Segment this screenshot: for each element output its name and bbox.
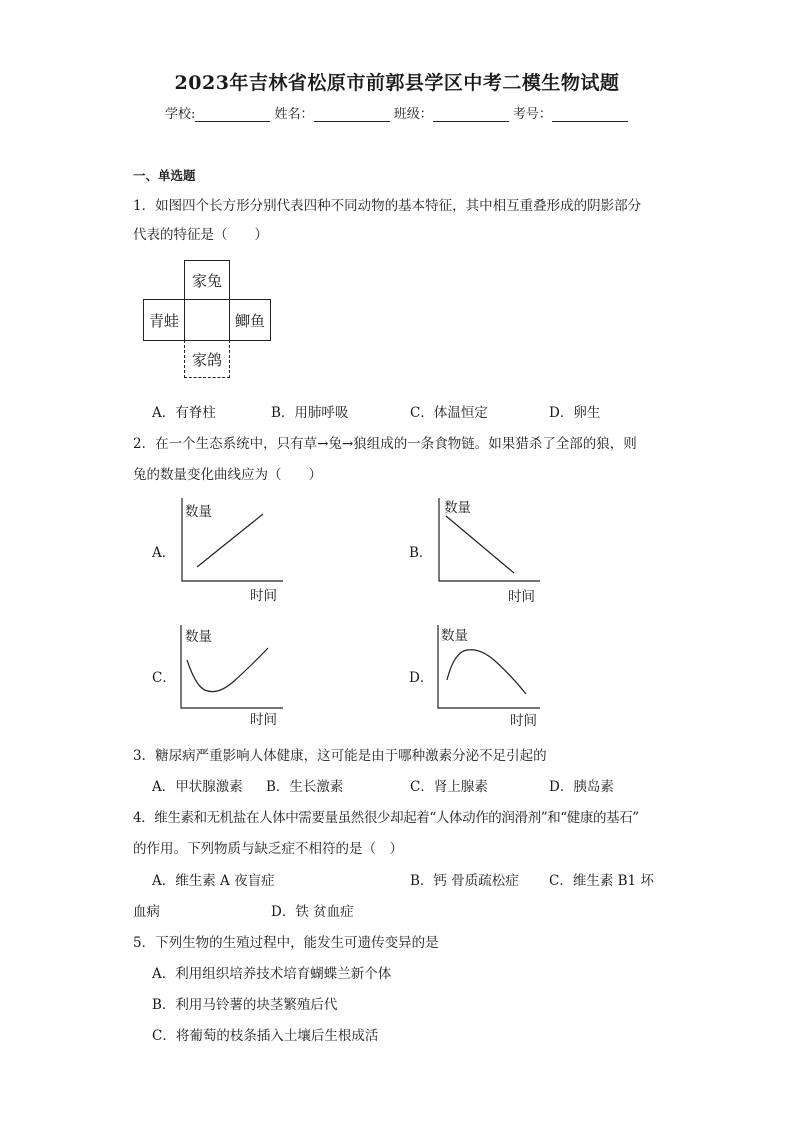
student-info-line [165,103,628,122]
q2-stem-line1: 2．在一个生态系统中，只有草→兔→狼组成的一条食物链。如果猎杀了全部的狼，则 [133,436,637,452]
box-rabbit-label: 家兔 [191,271,222,290]
box-pigeon [184,340,230,378]
graph-b-curve-decreasing [446,516,514,573]
box-rabbit [184,260,230,300]
graph-b-label[interactable]: B． [409,545,433,561]
q1-option-a[interactable]: A．有脊柱 [152,405,216,421]
q1-stem-line1: 1．如图四个长方形分别代表四种不同动物的基本特征，其中相互重叠形成的阴影部分 [133,198,642,214]
q4-option-c-continued: 血病 [133,904,160,920]
box-frog [143,299,185,341]
q3-option-b[interactable]: B．生长激素 [266,779,344,795]
graph-d-curve-rise-then-fall [447,650,526,694]
q1-stem-line2: 代表的特征是（ ） [133,227,268,243]
number-label: 考号： [512,107,552,122]
q1-option-c[interactable]: C．体温恒定 [410,405,488,421]
q4-stem-line1: 4．维生素和无机盐在人体中需要量虽然很少却起着“人体动作的润滑剂”和“健康的基石” [133,810,639,826]
graph-d-label[interactable]: D． [409,670,434,686]
graph-b-ylabel: 数量 [444,500,471,516]
box-frog-label: 青蛙 [148,311,179,330]
graph-d-ylabel: 数量 [441,628,468,644]
graph-c-ylabel: 数量 [185,629,212,645]
graph-a-curve-increasing [197,514,263,567]
school-blank[interactable] [195,107,270,122]
graph-a-label[interactable]: A． [152,545,176,561]
box-pigeon-label: 家鸽 [191,350,222,369]
graph-d-xlabel: 时间 [510,713,537,729]
section-heading: 一、单选题 [133,168,196,183]
school-label: 学校: [165,107,196,122]
q3-option-c[interactable]: C．肾上腺素 [410,779,488,795]
graph-c-label[interactable]: C． [152,670,176,686]
q4-option-a[interactable]: A．维生素 A 夜盲症 [152,873,275,889]
q4-option-c[interactable]: C．维生素 B1 坏 [549,873,654,889]
page-title: 2023年吉林省松原市前郭县学区中考二模生物试题 [174,72,620,94]
q4-stem-line2: 的作用。下列物质与缺乏症不相符的是（ ） [133,841,403,857]
q2-stem-line2: 兔的数量变化曲线应为（ ） [133,467,322,483]
graph-c-curve-dip-then-rise [187,648,268,692]
q3-option-d[interactable]: D．胰岛素 [549,779,614,795]
box-center-overlap [184,299,230,341]
class-label: 班级： [393,107,433,122]
q5-option-b[interactable]: B．利用马铃薯的块茎繁殖后代 [152,997,338,1013]
graph-a-xlabel: 时间 [250,588,277,604]
graph-c-xlabel: 时间 [250,712,277,728]
name-label: 姓名： [274,107,314,122]
q1-option-b[interactable]: B．用肺呼吸 [271,405,349,421]
q5-option-c[interactable]: C．将葡萄的枝条插入土壤后生根成活 [152,1028,379,1044]
box-fish [229,299,271,341]
number-blank[interactable] [552,107,628,122]
q3-option-a[interactable]: A．甲状腺激素 [152,779,243,795]
graph-b-xlabel: 时间 [508,589,535,605]
q5-option-a[interactable]: A．利用组织培养技术培育蝴蝶兰新个体 [152,966,392,982]
class-blank[interactable] [433,107,509,122]
q1-option-d[interactable]: D．卵生 [549,405,601,421]
box-fish-label: 鲫鱼 [234,311,265,330]
q3-stem: 3．糖尿病严重影响人体健康，这可能是由于哪种激素分泌不足引起的 [133,748,547,764]
q4-option-d[interactable]: D．铁 贫血症 [271,904,354,920]
name-blank[interactable] [314,107,390,122]
graph-a-ylabel: 数量 [185,504,212,520]
q5-stem: 5．下列生物的生殖过程中，能发生可遗传变异的是 [133,935,439,951]
q4-option-b[interactable]: B．钙 骨质疏松症 [410,873,519,889]
